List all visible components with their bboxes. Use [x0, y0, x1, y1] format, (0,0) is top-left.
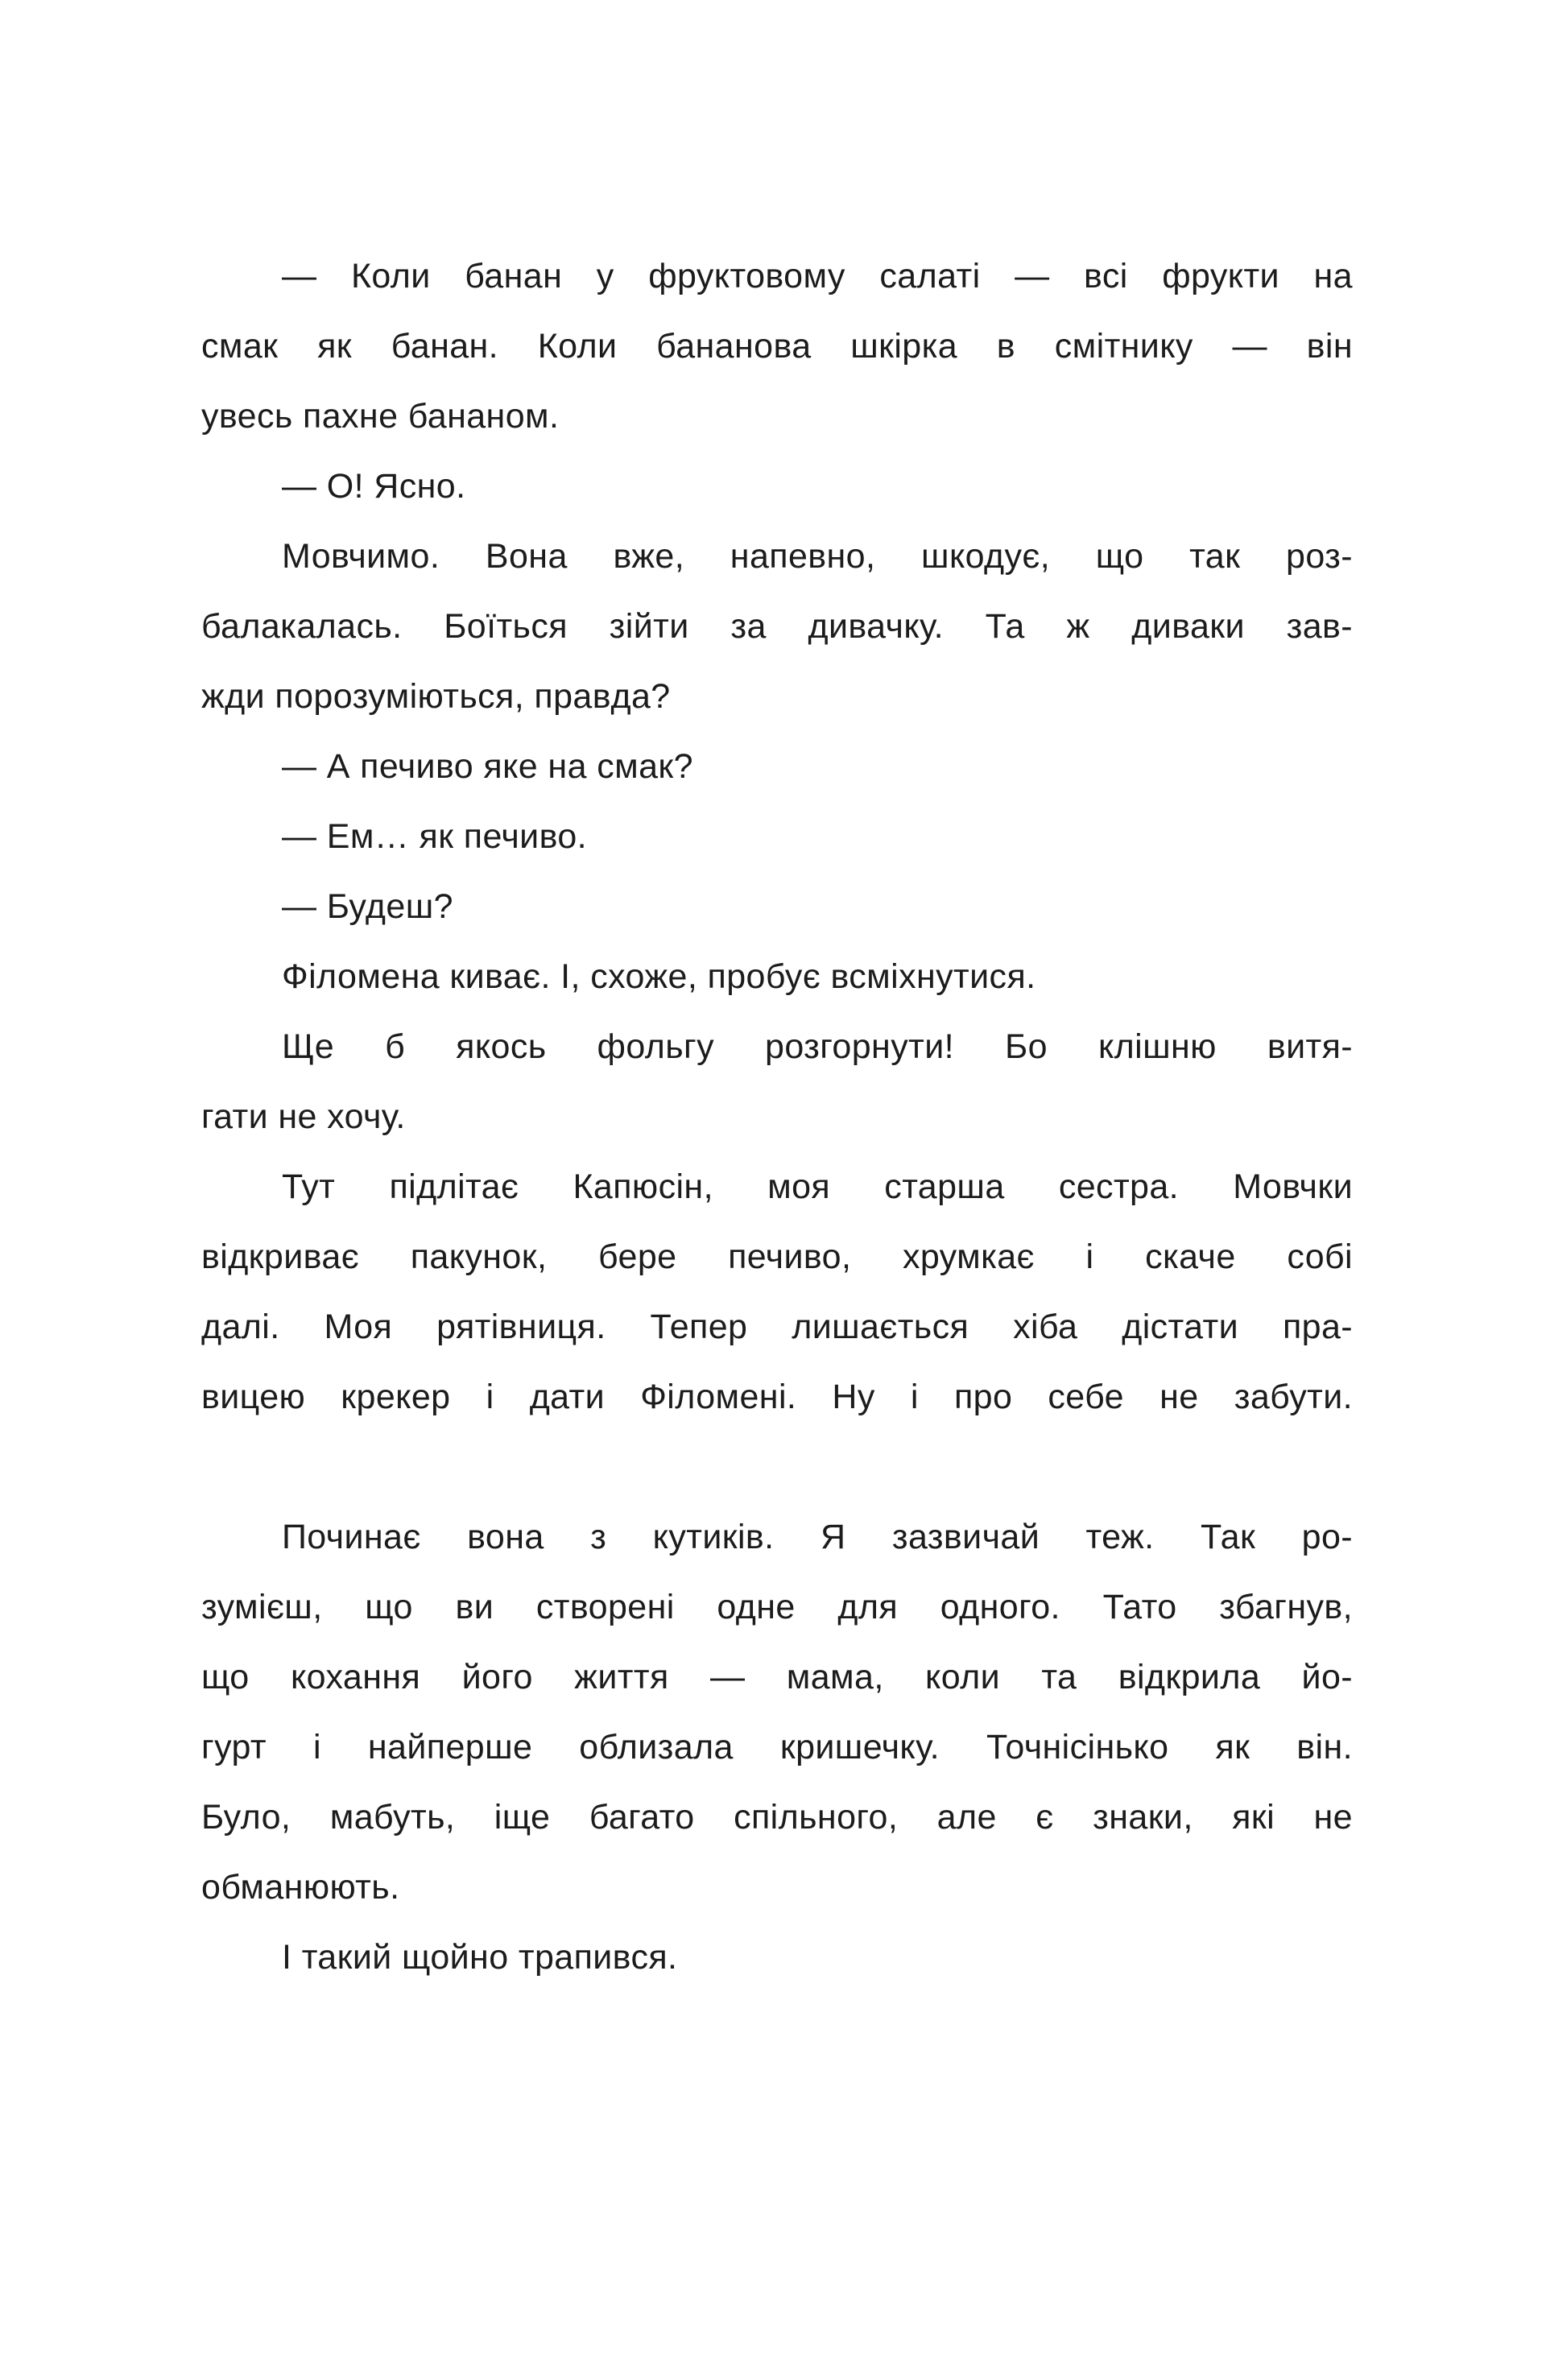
text-line: — Коли банан у фруктовому салаті — всі фрукти на	[282, 257, 1353, 295]
text-line: Було, мабуть, іще багато спільного, але є знаки, які не	[201, 1798, 1353, 1837]
paragraph	[201, 242, 1353, 452]
paragraph	[201, 522, 1353, 732]
paragraph	[201, 942, 1353, 1012]
paragraph	[201, 1152, 1353, 1432]
text-line: Тут підлітає Капюсін, моя старша сестра. Мовчки	[282, 1167, 1353, 1206]
paragraph	[201, 872, 1353, 942]
paragraph	[201, 452, 1353, 522]
text-line: смак як банан. Коли бананова шкірка в смітнику — він	[201, 327, 1353, 366]
text-line: балакалась. Боїться зійти за дивачку. Та ж диваки зав-	[201, 607, 1353, 646]
text-line: зумієш, що ви створені одне для одного. Тато збагнув,	[201, 1588, 1353, 1626]
paragraph	[201, 1923, 1353, 1993]
text-line: далі. Моя рятівниця. Тепер лишається хіба дістати пра-	[201, 1308, 1353, 1346]
paragraph	[201, 732, 1353, 802]
text-line: відкриває пакунок, бере печиво, хрумкає і скаче собі	[201, 1238, 1353, 1276]
text-line: — Ем… як печиво.	[282, 817, 587, 856]
text-line: — О! Ясно.	[282, 467, 466, 506]
page-text-block	[201, 242, 1353, 1993]
text-line: гати не хочу.	[201, 1097, 406, 1136]
text-line: Філомена киває. І, схоже, пробує всміхнутися.	[282, 957, 1036, 996]
text-line: Мовчимо. Вона вже, напевно, шкодує, що так роз-	[282, 537, 1353, 576]
paragraph	[201, 1012, 1353, 1152]
text-line: гурт і найперше облизала кришечку. Точнісінько як він.	[201, 1728, 1353, 1766]
text-line: Ще б якось фольгу розгорнути! Бо клішню витя-	[282, 1027, 1353, 1066]
text-line: жди порозуміються, правда?	[201, 677, 671, 716]
paragraph	[201, 802, 1353, 872]
text-line: що кохання його життя — мама, коли та відкрила йо-	[201, 1658, 1353, 1696]
text-line: — Будеш?	[282, 887, 453, 926]
text-line: вицею крекер і дати Філомені. Ну і про себе не забути.	[201, 1378, 1353, 1416]
paragraph	[201, 1502, 1353, 1923]
text-line: увесь пахне бананом.	[201, 397, 560, 436]
text-line: обманюють.	[201, 1868, 400, 1907]
text-line: — А печиво яке на смак?	[282, 747, 693, 786]
text-line: Починає вона з кутиків. Я зазвичай теж. Так ро-	[282, 1518, 1353, 1556]
text-line: І такий щойно трапився.	[282, 1938, 678, 1977]
